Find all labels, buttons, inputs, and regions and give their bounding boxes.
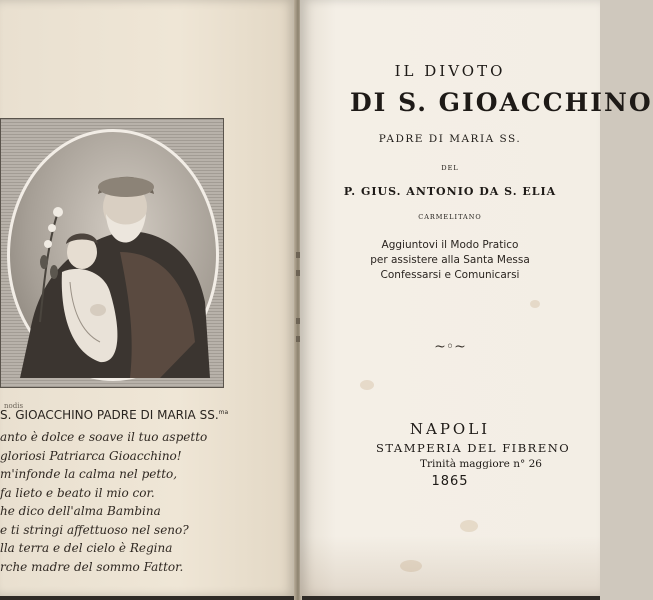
- saint-joachim-engraving: [10, 132, 216, 378]
- imprint-press: STAMPERIA DEL FIBRENO: [376, 441, 571, 455]
- imprint-year: 1865: [431, 474, 469, 489]
- poem-line: lla terra e del cielo è Regina: [0, 541, 173, 555]
- plate-title-superscript: ma: [218, 409, 229, 416]
- title-subtitle: PADRE DI MARIA SS.: [378, 133, 522, 145]
- engraving-oval-frame: [7, 129, 219, 381]
- engraving-plate: [0, 118, 224, 388]
- poem-line: m'infonde la calma nel petto,: [0, 467, 178, 481]
- poem-line: gloriosi Patriarca Gioacchino!: [0, 448, 182, 463]
- plate-title: [0, 408, 240, 422]
- imprint-city: NAPOLI: [409, 420, 491, 438]
- ornament-icon: ~◦~: [434, 339, 466, 355]
- poem-line: fa lieto e beato il mio cor.: [0, 485, 155, 500]
- plate-title-text: S. GIOACCHINO PADRE DI MARIA SS.: [0, 408, 219, 422]
- title-line-il-divoto: IL DIVOTO: [394, 62, 506, 80]
- poem-line: rche madre del sommo Fattor.: [0, 559, 184, 574]
- additions-line: Confessarsi e Comunicarsi: [380, 269, 520, 281]
- title-order: CARMELITANO: [418, 213, 482, 221]
- title-additions: [300, 238, 600, 283]
- handwritten-poem: [0, 428, 240, 576]
- additions-line: per assistere alla Santa Messa: [370, 254, 530, 266]
- imprint-address: Trinità maggiore n° 26: [420, 458, 542, 470]
- left-page: [0, 0, 296, 596]
- poem-line: he dico dell'alma Bambina: [0, 504, 161, 518]
- title-author: P. GIUS. ANTONIO DA S. ELIA: [343, 185, 557, 198]
- poem-line: e ti stringi affettuoso nel seno?: [0, 522, 189, 537]
- title-del: DEL: [441, 164, 459, 172]
- title-main: DI S. GIOACCHINO: [350, 88, 653, 117]
- additions-line: Aggiuntovi il Modo Pratico: [381, 239, 519, 251]
- plate-engraver-caption: nodis: [4, 402, 24, 410]
- poem-line: anto è dolce e soave il tuo aspetto: [0, 430, 208, 444]
